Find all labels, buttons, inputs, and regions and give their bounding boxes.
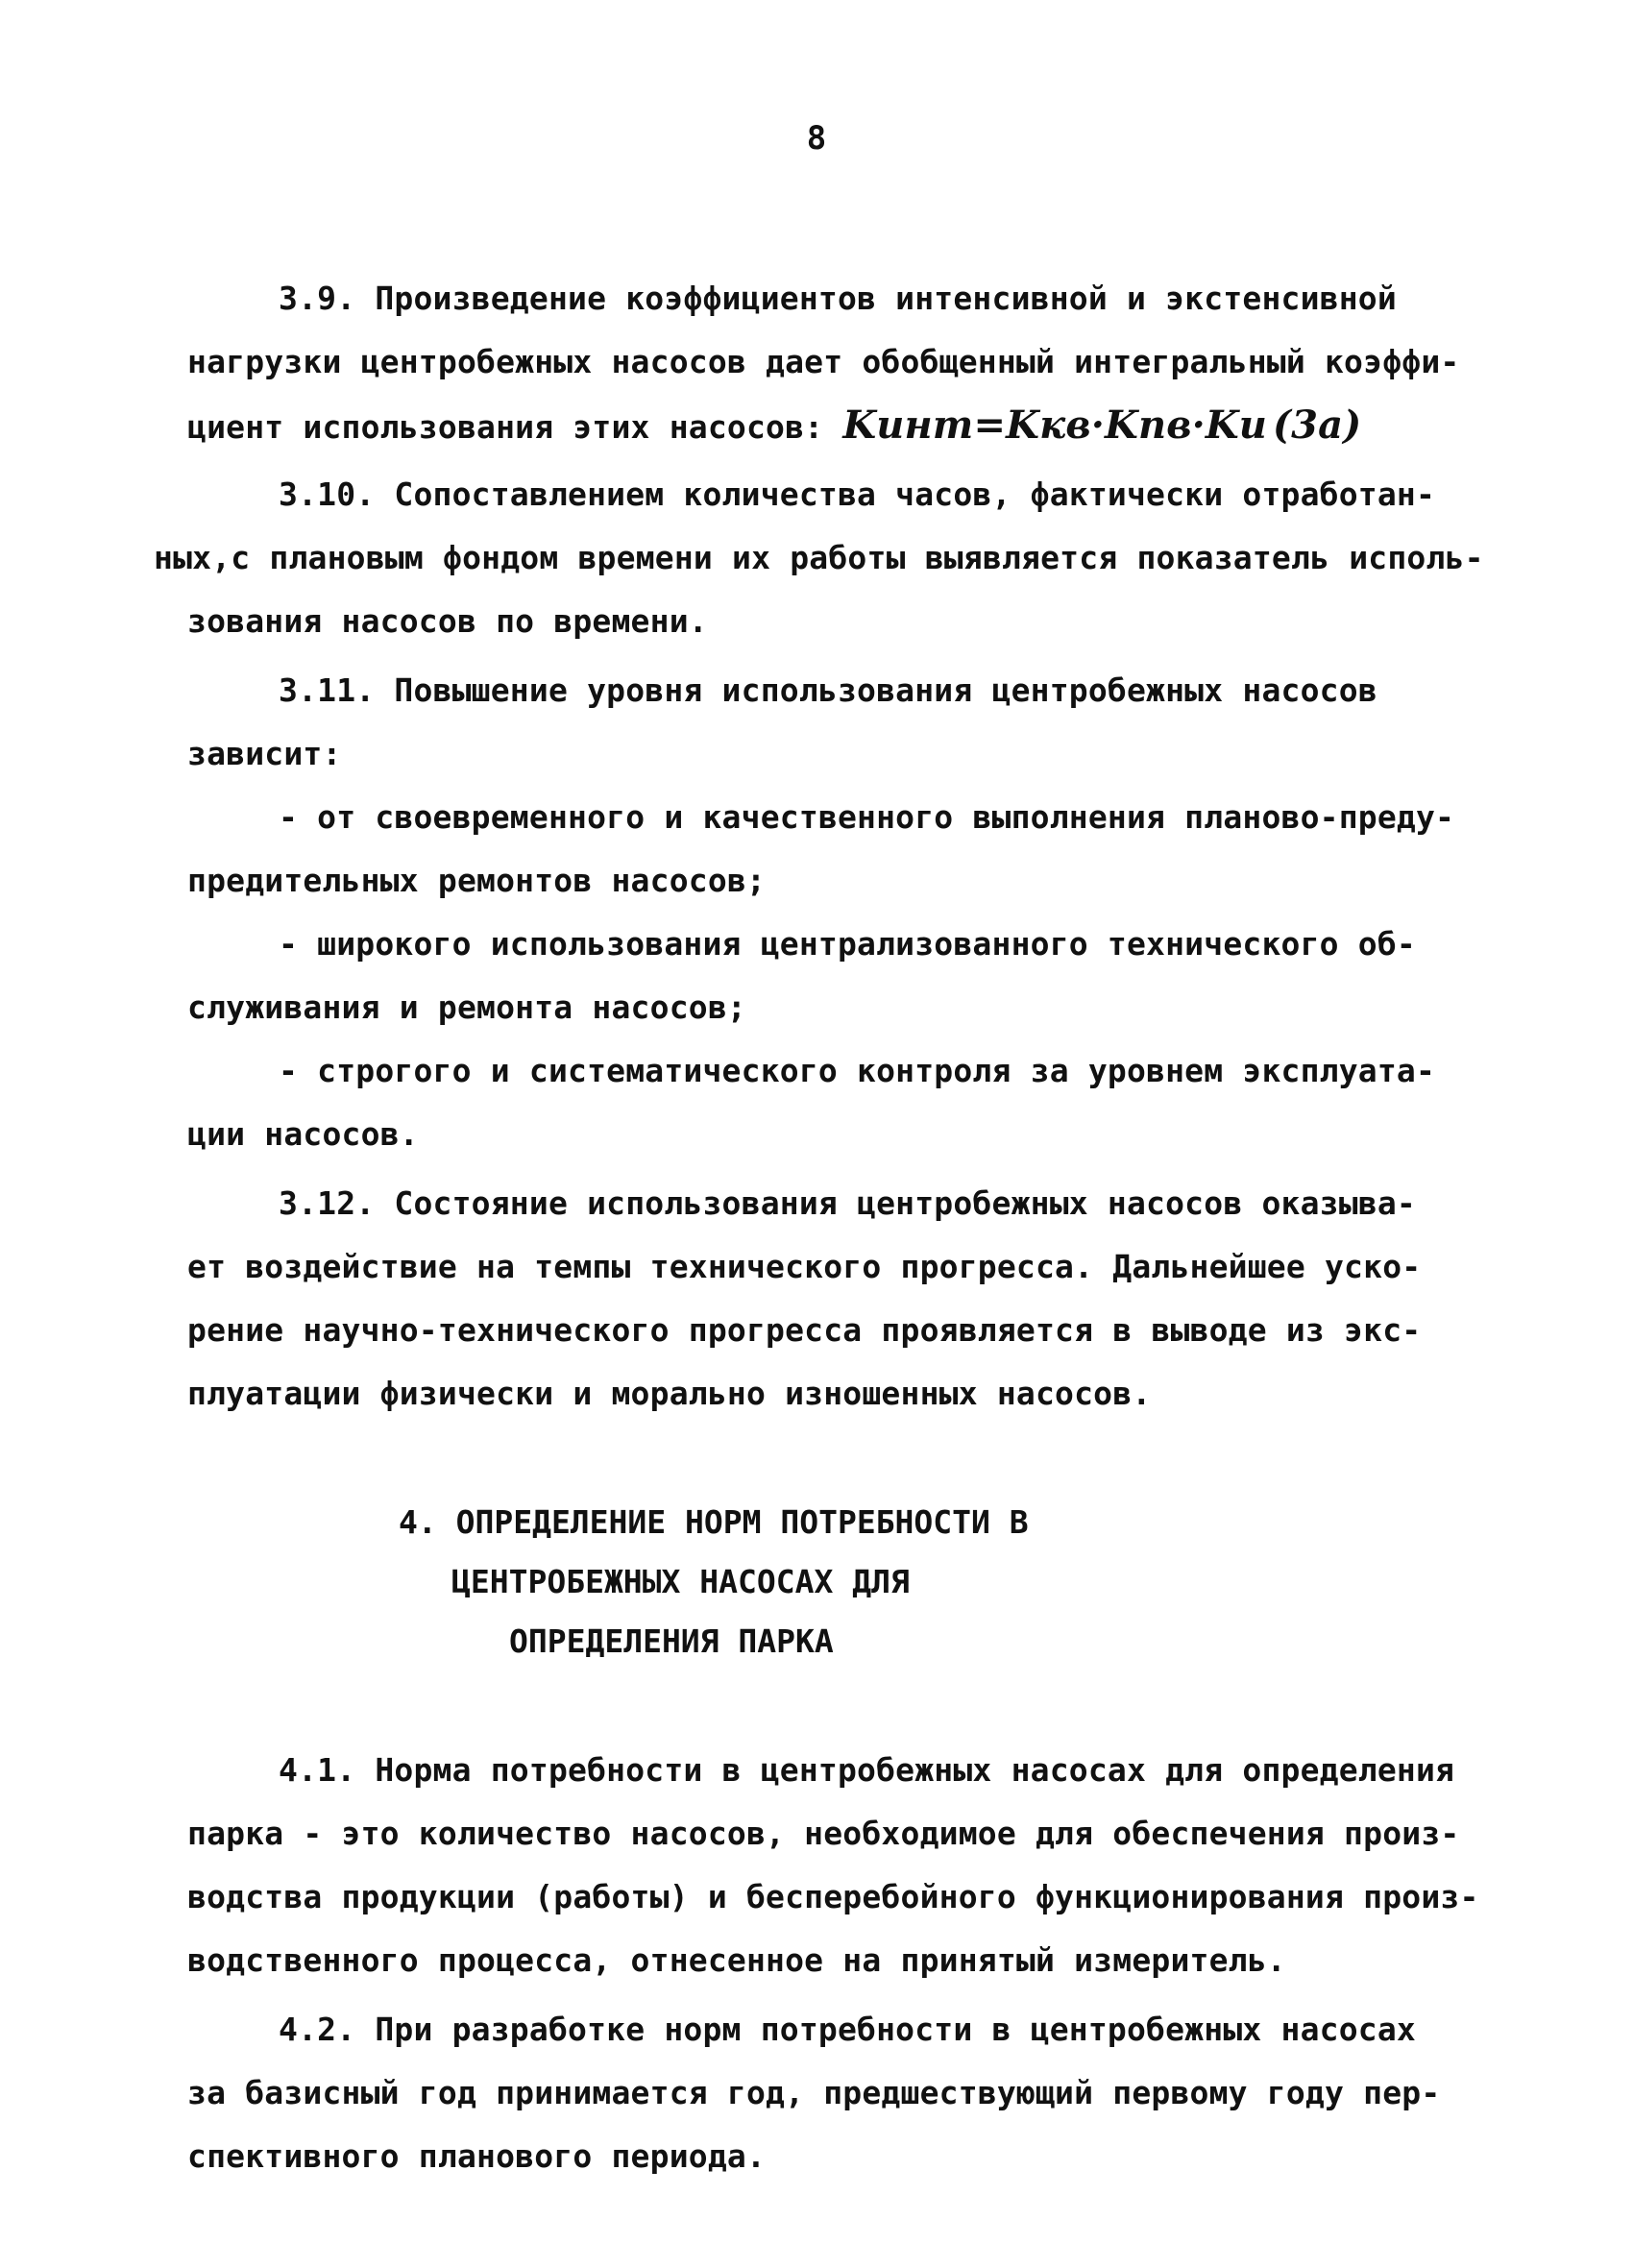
text-line: нагрузки центробежных насосов дает обобщенный интегральный коэффи- <box>187 343 1460 380</box>
paragraph-4-2 <box>187 1998 1465 2188</box>
text-line: ных,с плановым фондом времени их работы выявляется показатель исполь- <box>154 539 1484 576</box>
text-line: предительных ремонтов насосов; <box>187 862 767 899</box>
paragraph-3-12 <box>187 1172 1465 1426</box>
text-line: 3.11. Повышение уровня использования центробежных насосов <box>279 671 1377 709</box>
list-item: - широкого использования централизованного технического об- <box>279 925 1416 963</box>
list-item: - строгого и систематического контроля за уровнем эксплуата- <box>279 1052 1436 1089</box>
text-line: ет воздействие на темпы технического прогресса. Дальнейшее уско- <box>187 1248 1422 1285</box>
text-line: спективного планового периода. <box>187 2137 767 2175</box>
text-line: водственного процесса, отнесенное на принятый измеритель. <box>187 1941 1286 1979</box>
heading-line: ЦЕНТРОБЕЖНЫХ НАСОСАХ ДЛЯ <box>451 1563 910 1600</box>
text-line: за базисный год принимается год, предшествующий первому году пер- <box>187 2074 1441 2111</box>
paragraph-4-1 <box>187 1739 1479 1992</box>
list-item: - от своевременного и качественного выполнения планово-преду- <box>279 798 1455 836</box>
heading-line: 4. ОПРЕДЕЛЕНИЕ НОРМ ПОТРЕБНОСТИ В <box>399 1503 1029 1541</box>
text-line: зависит: <box>187 735 342 772</box>
paragraph-3-11 <box>187 659 1465 1166</box>
text-line: 4.2. При разработке норм потребности в центробежных насосах <box>279 2011 1416 2048</box>
text-line: водства продукции (работы) и бесперебойного функционирования произ- <box>187 1878 1479 1915</box>
page-number: 8 <box>806 119 827 158</box>
heading-line: ОПРЕДЕЛЕНИЯ ПАРКА <box>509 1622 834 1660</box>
text-line: плуатации физически и морально изношенных насосов. <box>187 1375 1152 1412</box>
formula-line <box>187 394 1465 457</box>
handwritten-formula: Kинт=Kкв·Kпв·Kи <box>842 402 1268 448</box>
text-line: 4.1. Норма потребности в центробежных насосах для определения <box>279 1751 1455 1789</box>
section-heading <box>187 1493 1465 1671</box>
text-line: парка - это количество насосов, необходимое для обеспечения произ- <box>187 1815 1460 1852</box>
text-line: циент использования этих насосов: <box>187 408 843 446</box>
page-content <box>154 267 1484 2188</box>
paragraph-3-9 <box>187 267 1465 457</box>
text-line: 3.10. Сопоставлением количества часов, фактически отработан- <box>279 476 1436 513</box>
text-line: 3.12. Состояние использования центробежных насосов оказыва- <box>279 1184 1416 1222</box>
formula-number: (3а) <box>1273 402 1362 448</box>
paragraph-3-10 <box>154 463 1484 653</box>
text-line: зования насосов по времени. <box>187 602 708 640</box>
text-line: служивания и ремонта насосов; <box>187 988 746 1026</box>
text-line: 3.9. Произведение коэффициентов интенсивной и экстенсивной <box>279 280 1397 317</box>
text-line: рение научно-технического прогресса проявляется в выводе из экс- <box>187 1311 1422 1349</box>
text-line: ции насосов. <box>187 1115 419 1153</box>
